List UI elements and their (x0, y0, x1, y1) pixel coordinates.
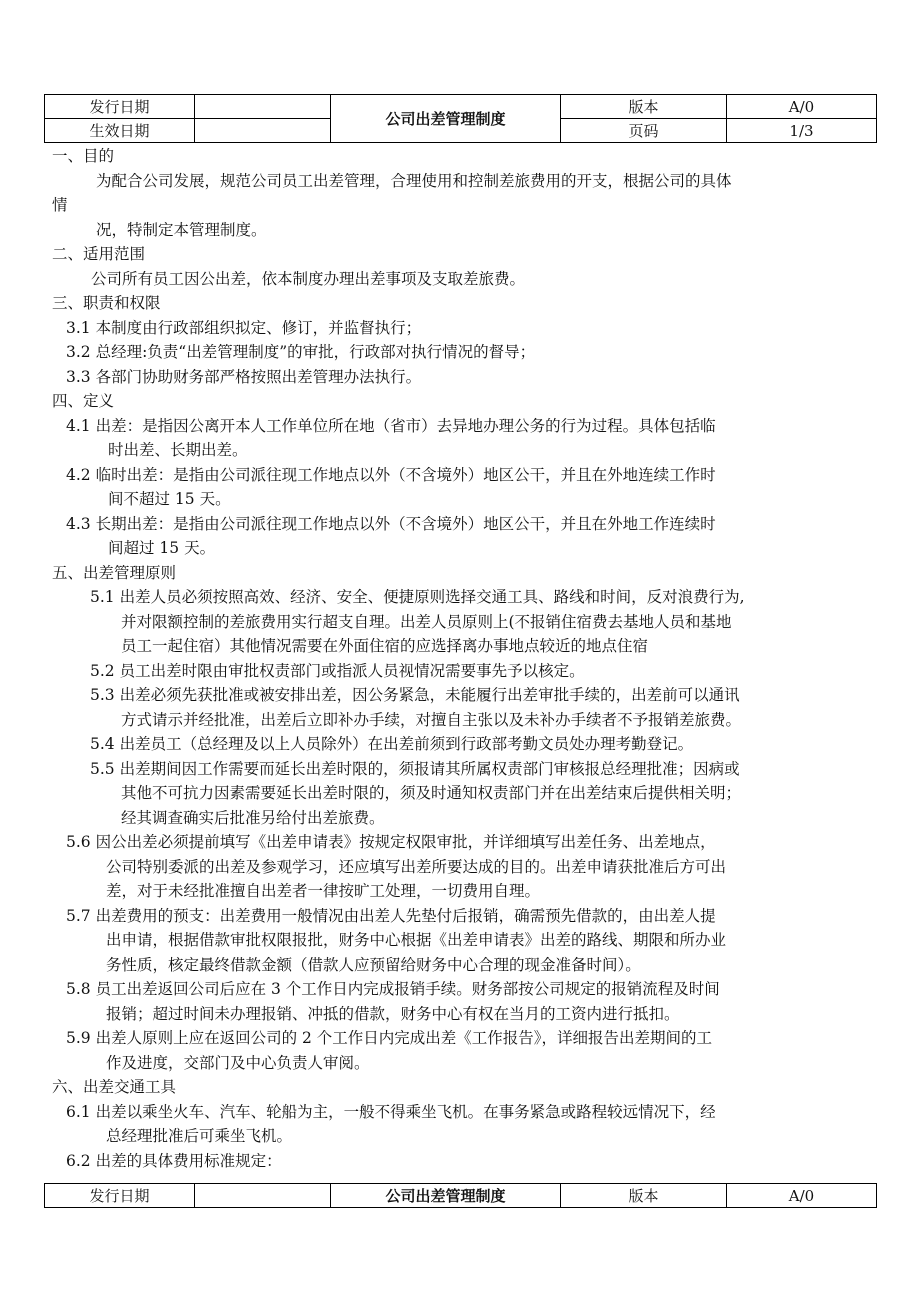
issue-date-label: 发行日期 (45, 95, 195, 119)
clause-continuation: 间不超过 15 天。 (108, 490, 231, 508)
document-body (0, 144, 920, 1173)
version-value: A/0 (727, 1184, 877, 1208)
clause-continuation: 报销；超过时间未办理报销、冲抵的借款，财务中心有权在当月的工资内进行抵扣。 (106, 1004, 680, 1023)
version-value: A/0 (727, 95, 877, 119)
clause-line: 6.2 出差的具体费用标准规定： (66, 1151, 282, 1170)
paragraph-line: 情 (52, 196, 68, 214)
issue-date-value (195, 1184, 331, 1208)
clause-line: 5.8 员工出差返回公司后应在 3 个工作日内完成报销手续。财务部按公司规定的报销流程及时间 (66, 980, 720, 998)
paragraph-line: 况，特制定本管理制度。 (96, 220, 267, 239)
clause-line: 5.6 因公出差必须提前填写《出差申请表》按规定权限审批，并详细填写出差任务、出差地点， (66, 833, 716, 851)
clause-line: 4.3 长期出差：是指由公司派往现工作地点以外（不含境外）地区公干，并且在外地工作连续时 (66, 514, 716, 533)
clause-continuation: 经其调查确实后批准另给付出差旅费。 (121, 808, 385, 827)
page-label: 页码 (561, 119, 727, 143)
clause-continuation: 其他不可抗力因素需要延长出差时限的，须及时通知权责部门并在出差结束后提供相关明； (121, 784, 742, 802)
document-header-table (44, 94, 877, 143)
paragraph-line: 为配合公司发展，规范公司员工出差管理，合理使用和控制差旅费用的开支，根据公司的具体 (96, 171, 732, 190)
document-title: 公司出差管理制度 (331, 95, 561, 143)
clause-continuation: 时出差、长期出差。 (108, 441, 248, 459)
clause-line: 5.1 出差人员必须按照高效、经济、安全、便捷原则选择交通工具、路线和时间，反对浪费行为, (90, 588, 745, 606)
clause-line: 6.1 出差以乘坐火车、汽车、轮船为主，一般不得乘坐飞机。在事务紧急或路程较远情况下，经 (66, 1102, 716, 1121)
next-page-header-table (44, 1183, 877, 1208)
clause-continuation: 并对限额控制的差旅费用实行超支自理。出差人员原则上(不报销住宿费去基地人员和基地 (121, 612, 732, 631)
issue-date-label: 发行日期 (45, 1184, 195, 1208)
section-heading: 二、适用范围 (52, 245, 146, 263)
clause-continuation: 作及进度，交部门及中心负责人审阅。 (106, 1053, 370, 1072)
effective-date-label: 生效日期 (45, 119, 195, 143)
issue-date-value (195, 95, 331, 119)
clause-continuation: 出申请，根据借款审批权限报批，财务中心根据《出差申请表》出差的路线、期限和所办业 (106, 931, 727, 949)
clause-continuation: 方式请示并经批准，出差后立即补办手续，对擅自主张以及未补办手续者不予报销差旅费。 (121, 710, 742, 729)
section-heading: 一、目的 (52, 147, 115, 165)
clause-line: 5.3 出差必须先获批准或被安排出差，因公务紧急，未能履行出差审批手续的，出差前可以通讯 (90, 686, 740, 704)
clause-line: 5.2 员工出差时限由审批权责部门或指派人员视情况需要事先予以核定。 (90, 661, 585, 680)
clause-continuation: 总经理批准后可乘坐飞机。 (106, 1127, 293, 1145)
page-number: 1/3 (727, 119, 877, 143)
section-heading: 四、定义 (52, 392, 115, 410)
clause-line: 5.5 出差期间因工作需要而延长出差时限的，须报请其所属权责部门审核报总经理批准；因病或 (90, 759, 740, 778)
clause-continuation: 公司特别委派的出差及参观学习，还应填写出差所要达成的目的。出差申请获批准后方可出 (106, 857, 727, 876)
clause-continuation: 务性质，核定最终借款金额（借款人应预留给财务中心合理的现金准备时间）。 (106, 955, 641, 974)
clause-line: 4.2 临时出差：是指由公司派往现工作地点以外（不含境外）地区公干，并且在外地连续工作时 (66, 465, 716, 484)
section-heading: 六、出差交通工具 (52, 1078, 177, 1096)
clause-line: 5.7 出差费用的预支：出差费用一般情况由出差人先垫付后报销，确需预先借款的，由出差人提 (66, 906, 716, 925)
section-heading: 五、出差管理原则 (52, 563, 177, 582)
clause-line: 5.9 出差人原则上应在返回公司的 2 个工作日内完成出差《工作报告》，详细报告出差期间的工 (66, 1029, 713, 1047)
version-label: 版本 (561, 95, 727, 119)
clause-line: 3.2 总经理:负责“出差管理制度”的审批，行政部对执行情况的督导； (66, 343, 536, 361)
clause-line: 5.4 出差员工（总经理及以上人员除外）在出差前须到行政部考勤文员处办理考勤登记。 (90, 735, 694, 753)
clause-continuation: 员工一起住宿）其他情况需要在外面住宿的应选择离办事地点较近的地点住宿 (121, 637, 649, 655)
version-label: 版本 (561, 1184, 727, 1208)
clause-line: 3.1 本制度由行政部组织拟定、修订，并监督执行； (66, 318, 422, 337)
clause-line: 3.3 各部门协助财务部严格按照出差管理办法执行。 (66, 367, 422, 386)
document-title: 公司出差管理制度 (331, 1184, 561, 1208)
clause-continuation: 间超过 15 天。 (108, 539, 216, 557)
section-heading: 三、职责和权限 (52, 294, 161, 312)
clause-line: 4.1 出差：是指因公离开本人工作单位所在地（省市）去异地办理公务的行为过程。具体包括临 (66, 416, 716, 435)
paragraph-line: 公司所有员工因公出差，依本制度办理出差事项及支取差旅费。 (91, 269, 526, 288)
effective-date-value (195, 119, 331, 143)
clause-continuation: 差，对于未经批准擅自出差者一律按旷工处理，一切费用自理。 (106, 882, 541, 900)
